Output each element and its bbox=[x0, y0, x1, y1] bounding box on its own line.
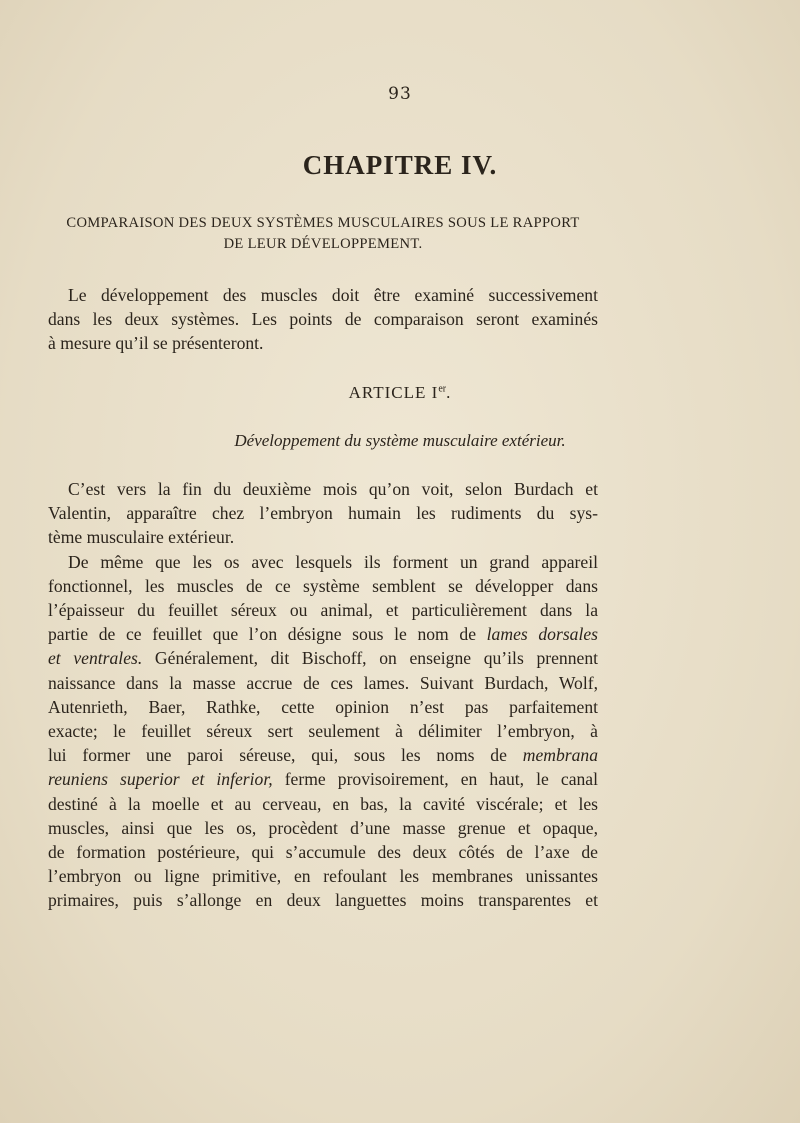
text-line: tème musculaire extérieur. bbox=[48, 527, 235, 548]
text-line: C’est vers la fin du deuxième mois qu’on voit, selon Burdach et bbox=[68, 479, 598, 499]
text-line bbox=[48, 646, 598, 670]
text-line: dans les deux systèmes. Les points de comparaison seront examinés bbox=[48, 309, 598, 329]
page-number: 93 bbox=[388, 84, 412, 104]
italic-term: membrana bbox=[522, 745, 598, 766]
text-line bbox=[48, 743, 598, 767]
text-line: de formation postérieure, qui s’accumule des deux côtés de l’axe de bbox=[48, 842, 598, 863]
text-line bbox=[48, 767, 598, 791]
body-text bbox=[48, 477, 598, 913]
text-run: Généralement, dit Bischoff, on enseigne qu’ils prennent bbox=[142, 648, 599, 669]
section-heading: Développement du système musculaire extérieur. bbox=[234, 431, 566, 450]
text-line: naissance dans la masse accrue de ces lames. Suivant Burdach, Wolf, bbox=[48, 672, 598, 693]
text-line: fonctionnel, les muscles de ce système semblent se développer dans bbox=[48, 575, 598, 596]
text-line: primaires, puis s’allonge en deux languettes moins transparentes et bbox=[48, 890, 598, 911]
italic-term: lames dorsales bbox=[486, 624, 599, 645]
subtitle-line: COMPARAISON DES DEUX SYSTÈMES MUSCULAIRES SOUS LE RAPPORT bbox=[66, 215, 580, 231]
text-line: l’épaisseur du feuillet séreux ou animal, et particulièrement dans la bbox=[48, 600, 598, 621]
article-heading bbox=[0, 383, 800, 403]
text-line: l’embryon ou ligne primitive, en refoulant les membranes unissantes bbox=[48, 866, 598, 887]
text-run: ferme provisoirement, en haut, le canal bbox=[272, 769, 598, 790]
text-line: muscles, ainsi que les os, procèdent d’une masse grenue et opaque, bbox=[48, 817, 598, 838]
chapter-subtitle bbox=[48, 213, 598, 255]
text-line: De même que les os avec lesquels ils forment un grand appareil bbox=[68, 551, 598, 572]
article-heading-text: ARTICLE I bbox=[348, 383, 439, 402]
text-line: Le développement des muscles doit être examiné successivement bbox=[68, 285, 598, 305]
chapter-title: CHAPITRE IV. bbox=[302, 150, 498, 180]
intro-paragraph bbox=[48, 283, 598, 355]
italic-term: reuniens superior et inferior, bbox=[48, 769, 273, 790]
text-line bbox=[48, 622, 598, 646]
text-run: lui former une paroi séreuse, qui, sous les noms de bbox=[48, 745, 523, 766]
article-heading-superscript: er bbox=[438, 383, 447, 395]
subtitle-line: DE LEUR DÉVELOPPEMENT. bbox=[223, 236, 423, 252]
text-line: Valentin, apparaître chez l’embryon humain les rudiments du sys- bbox=[48, 503, 598, 524]
article-heading-period: . bbox=[446, 383, 452, 402]
text-run: partie de ce feuillet que l’on désigne sous le nom de bbox=[48, 624, 487, 645]
italic-term: et ventrales. bbox=[48, 648, 143, 669]
text-line: destiné à la moelle et au cerveau, en bas, la cavité viscérale; et les bbox=[48, 793, 598, 814]
text-line: exacte; le feuillet séreux sert seulement à délimiter l’embryon, à bbox=[48, 721, 598, 742]
text-line: Autenrieth, Baer, Rathke, cette opinion n’est pas parfaitement bbox=[48, 696, 598, 717]
text-line: à mesure qu’il se présenteront. bbox=[48, 333, 264, 353]
